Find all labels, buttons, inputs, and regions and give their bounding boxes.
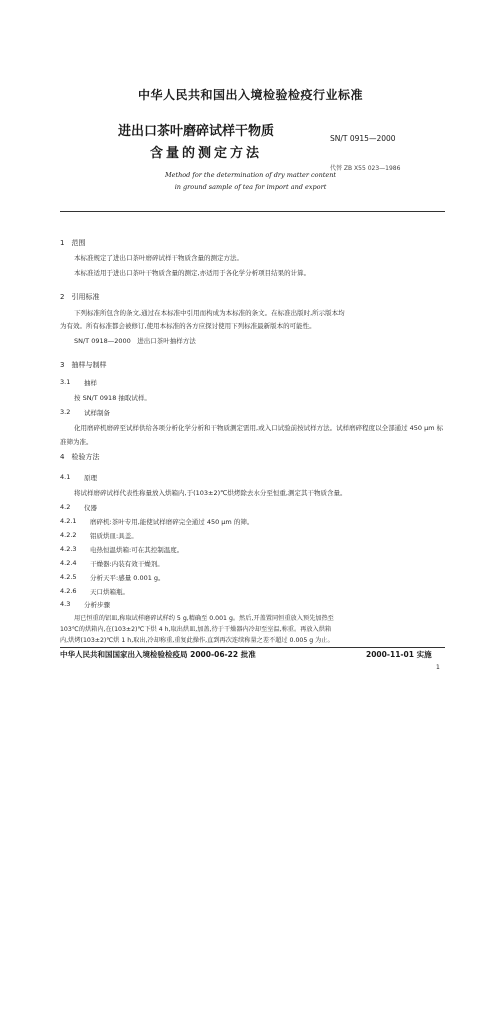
instrument-item-number: 4.2.2 [60, 531, 77, 539]
instrument-item-number: 4.2.6 [60, 587, 77, 595]
instrument-item-number: 4.2.1 [60, 517, 77, 525]
top-rule [60, 211, 445, 212]
section-4-1-title: 原理 [84, 474, 97, 482]
section-3-2-number: 3.2 [60, 408, 71, 416]
instrument-item-number: 4.2.5 [60, 573, 77, 581]
section-2-paragraph-2: 为有效。所有标准都会被修订,使用本标准的各方应探讨使用下列标准最新版本的可能性。 [60, 322, 316, 330]
section-2-paragraph-1: 下列标准所包含的条文,通过在本标准中引用而构成为本标准的条文。在标准出版时,所示版本均 [74, 309, 345, 317]
section-4-1-number: 4.1 [60, 473, 71, 481]
section-4-2-title: 仪器 [84, 504, 97, 512]
instrument-item-number: 4.2.3 [60, 545, 77, 553]
section-1-heading: 1 范围 [60, 239, 86, 247]
english-title-line-1: Method for the determination of dry matter content [164, 171, 337, 179]
section-2-reference: SN/T 0918—2000 进出口茶叶抽样方法 [74, 337, 196, 345]
page-number: 1 [436, 664, 440, 671]
instrument-item-text: 干燥器:内装有效干燥剂。 [90, 560, 164, 568]
instrument-item-text: 铝质烘皿:具盖。 [90, 532, 138, 540]
standard-code: SN/T 0915—2000 [330, 134, 396, 143]
section-2-heading: 2 引用标准 [60, 293, 100, 301]
section-4-3-line-1: 用已恒重的铝皿,称取试样磨碎试样约 5 g,精确至 0.001 g。然后,开盖置同恒重放入预先加热至 [74, 615, 334, 622]
section-4-2-number: 4.2 [60, 503, 71, 511]
instrument-item-text: 分析天平:感量 0.001 g。 [90, 574, 165, 582]
bottom-rule [60, 647, 445, 648]
section-4-3-line-2: 103℃的烘箱内,在(103±2)℃下烘 4 h,取出烘皿,加盖,待于干燥器内冷却至室温,称重。再放入烘箱 [60, 626, 332, 633]
section-3-2-paragraph: 化用磨碎机磨碎至试样供给各项分析化学分析和干物质测定需用,或入口试验前按试样方法。试样磨碎程度以全部通过 450 μm 标准筛为准。 [60, 424, 444, 446]
title-line-2: 含量的测定方法 [150, 146, 263, 161]
section-3-2-title: 试样制备 [84, 409, 110, 417]
section-4-3-title: 分析步骤 [84, 601, 110, 609]
instrument-item-text: 天口烘箱瓶。 [90, 588, 129, 596]
section-4-3-line-3: 内,烘烤(103±2)℃烘 1 h,取出,冷却称重,重复此操作,直到再次连续称量之差不超过 0.005 g 为止。 [60, 637, 334, 644]
english-title-line-2: in ground sample of tea for import and export [174, 183, 327, 191]
section-3-heading: 3 抽样与制样 [60, 361, 107, 369]
issuer-line: 中华人民共和国出入境检验检疫行业标准 [137, 88, 363, 102]
replaces-note: 代替 ZB X55 023—1986 [330, 165, 401, 172]
section-4-heading: 4 检验方法 [60, 453, 100, 461]
approval-line: 中华人民共和国国家出入境检验检疫局 2000-06-22 批准 [60, 650, 256, 659]
section-1-paragraph-2: 本标准适用于进出口茶叶干物质含量的测定,亦适用于各化学分析项目结果的计算。 [74, 269, 311, 277]
section-3-1-title: 抽样 [84, 379, 97, 387]
section-3-1-number: 3.1 [60, 378, 71, 386]
section-1-paragraph-1: 本标准规定了进出口茶叶磨碎试样干物质含量的测定方法。 [74, 254, 243, 262]
implementation-date: 2000-11-01 实施 [366, 650, 432, 659]
section-4-1-text: 将试样磨碎试样代表性称量放入烘箱内,于(103±2)℃烘烤除去水分至恒重,测定其干物质含量。 [74, 489, 347, 497]
instrument-item-text: 电热恒温烘箱:可在其控制温度。 [90, 546, 184, 554]
title-line-1: 进出口茶叶磨碎试样干物质 [118, 124, 275, 139]
section-4-3-number: 4.3 [60, 600, 71, 608]
instrument-item-text: 磨碎机:茶叶专用,能使试样磨碎完全通过 450 μm 的筛。 [90, 518, 254, 526]
instrument-item-number: 4.2.4 [60, 559, 77, 567]
section-3-1-text: 按 SN/T 0918 抽取试样。 [74, 394, 151, 402]
